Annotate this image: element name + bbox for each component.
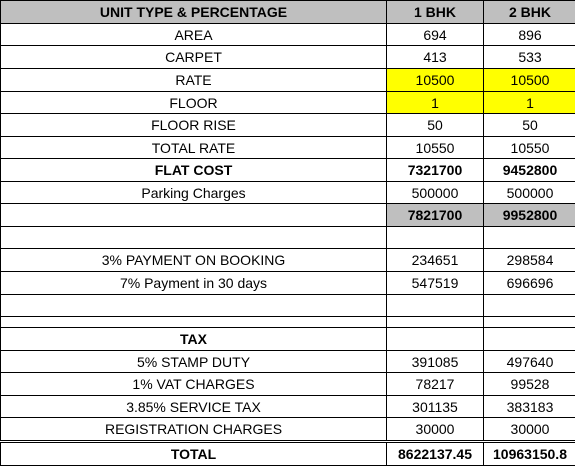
- value-1bhk: 30000: [387, 418, 484, 442]
- value-1bhk: 547519: [387, 272, 484, 295]
- value-2bhk: 298584: [484, 249, 575, 272]
- row-label: REGISTRATION CHARGES: [1, 418, 387, 442]
- row-label: FLOOR: [1, 92, 387, 114]
- tax-heading: TAX: [1, 328, 387, 351]
- blank-row: [1, 295, 575, 317]
- blank-cell: [1, 317, 387, 328]
- value-2bhk: 9452800: [484, 159, 575, 182]
- row-label: 5% STAMP DUTY: [1, 351, 387, 373]
- row-total: [1, 442, 575, 466]
- value-2bhk: 500000: [484, 182, 575, 204]
- blank-cell: [387, 317, 484, 328]
- row-label: FLAT COST: [1, 159, 387, 182]
- value-1bhk: 10550: [387, 137, 484, 159]
- row-tax-heading: [1, 328, 575, 351]
- row-registration: [1, 418, 575, 442]
- row-flat-cost: [1, 159, 575, 182]
- value-2bhk: 1: [484, 92, 575, 114]
- row-label: 1% VAT CHARGES: [1, 373, 387, 396]
- row-label: CARPET: [1, 46, 387, 69]
- value-2bhk: 696696: [484, 272, 575, 295]
- row-label: 3% PAYMENT ON BOOKING: [1, 249, 387, 272]
- header-2bhk-cell: 2 BHK: [484, 1, 575, 24]
- value-2bhk: 99528: [484, 373, 575, 396]
- row-label: [1, 204, 387, 227]
- blank-cell: [387, 295, 484, 317]
- row-service-tax: [1, 396, 575, 418]
- value-2bhk: 533: [484, 46, 575, 69]
- value-2bhk: 10500: [484, 69, 575, 92]
- value-2bhk: 50: [484, 114, 575, 137]
- total-1bhk: 8622137.45: [387, 442, 484, 466]
- value-1bhk: 234651: [387, 249, 484, 272]
- header-1bhk-cell: 1 BHK: [387, 1, 484, 24]
- blank-cell: [484, 317, 575, 328]
- row-label: 3.85% SERVICE TAX: [1, 396, 387, 418]
- total-label: TOTAL: [1, 442, 387, 466]
- blank-row: [1, 227, 575, 249]
- value-2bhk: 497640: [484, 351, 575, 373]
- value-2bhk: 9952800: [484, 204, 575, 227]
- row-payment-30-days: [1, 272, 575, 295]
- header-label-cell: UNIT TYPE & PERCENTAGE: [1, 1, 387, 24]
- value-1bhk: 50: [387, 114, 484, 137]
- value-1bhk: 7321700: [387, 159, 484, 182]
- row-rate: [1, 69, 575, 92]
- blank-cell: [484, 227, 575, 249]
- row-carpet: [1, 46, 575, 69]
- value-2bhk: 383183: [484, 396, 575, 418]
- row-label: RATE: [1, 69, 387, 92]
- blank-cell: [387, 227, 484, 249]
- row-floor: [1, 92, 575, 114]
- row-label: AREA: [1, 24, 387, 46]
- blank-cell: [387, 328, 484, 351]
- value-1bhk: 500000: [387, 182, 484, 204]
- value-1bhk: 694: [387, 24, 484, 46]
- row-label: Parking Charges: [1, 182, 387, 204]
- value-2bhk: 10550: [484, 137, 575, 159]
- row-total-rate: [1, 137, 575, 159]
- row-booking: [1, 249, 575, 272]
- section-separator-row: [1, 317, 575, 328]
- value-1bhk: 7821700: [387, 204, 484, 227]
- blank-cell: [1, 295, 387, 317]
- table-header-row: [1, 1, 575, 24]
- value-1bhk: 1: [387, 92, 484, 114]
- row-label: FLOOR RISE: [1, 114, 387, 137]
- value-1bhk: 413: [387, 46, 484, 69]
- row-stamp-duty: [1, 351, 575, 373]
- row-label: TOTAL RATE: [1, 137, 387, 159]
- value-1bhk: 301135: [387, 396, 484, 418]
- row-label: 7% Payment in 30 days: [1, 272, 387, 295]
- row-area: [1, 24, 575, 46]
- row-subtotal: [1, 204, 575, 227]
- row-floor-rise: [1, 114, 575, 137]
- value-1bhk: 10500: [387, 69, 484, 92]
- value-2bhk: 30000: [484, 418, 575, 442]
- total-2bhk: 10963150.8: [484, 442, 575, 466]
- blank-cell: [484, 295, 575, 317]
- row-parking: [1, 182, 575, 204]
- value-1bhk: 78217: [387, 373, 484, 396]
- row-vat: [1, 373, 575, 396]
- blank-cell: [484, 328, 575, 351]
- value-1bhk: 391085: [387, 351, 484, 373]
- value-2bhk: 896: [484, 24, 575, 46]
- blank-cell: [1, 227, 387, 249]
